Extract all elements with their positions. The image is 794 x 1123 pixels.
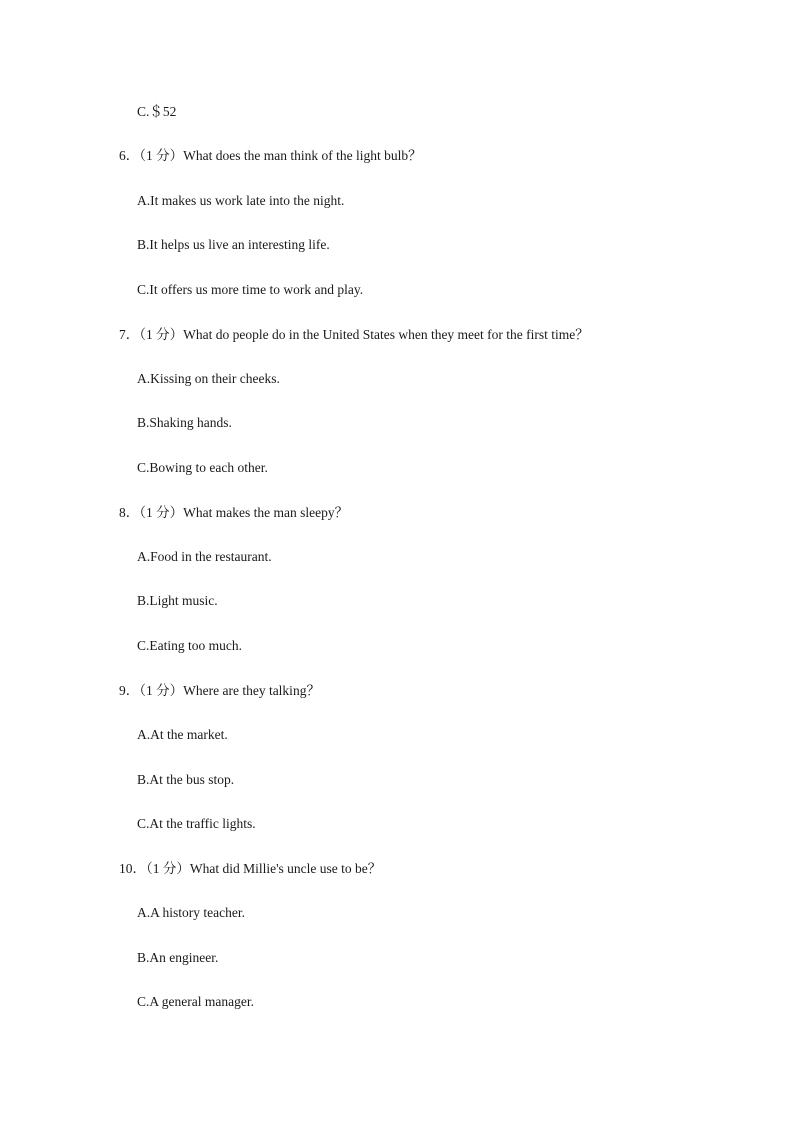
q6-option-b: B.It helps us live an interesting life.: [137, 237, 330, 252]
q6-option-c: C.It offers us more time to work and play.: [137, 282, 364, 297]
q10-option-b: B.An engineer.: [137, 950, 219, 965]
q6-option-a: A.It makes us work late into the night.: [137, 193, 345, 208]
q8-stem: 8．（1 分）What makes the man sleepy？: [119, 505, 349, 520]
q7-stem: 7．（1 分）What do people do in the United States when they meet for the first time？: [119, 327, 589, 342]
q9-stem: 9．（1 分）Where are they talking？: [119, 683, 320, 698]
q10-option-a: A.A history teacher.: [137, 905, 245, 920]
q8-option-a: A.Food in the restaurant.: [137, 549, 272, 564]
q10-option-c: C.A general manager.: [137, 994, 254, 1009]
q8-option-b: B.Light music.: [137, 593, 218, 608]
q9-option-a: A.At the market.: [137, 727, 228, 742]
q10-stem: 10．（1 分）What did Millie's uncle use to be？: [119, 861, 382, 876]
q8-option-c: C.Eating too much.: [137, 638, 242, 653]
q7-option-c: C.Bowing to each other.: [137, 460, 268, 475]
q7-option-b: B.Shaking hands.: [137, 415, 232, 430]
q5-option-c: C.＄52: [137, 104, 177, 119]
q7-option-a: A.Kissing on their cheeks.: [137, 371, 280, 386]
q9-option-b: B.At the bus stop.: [137, 772, 235, 787]
q9-option-c: C.At the traffic lights.: [137, 816, 256, 831]
q6-stem: 6．（1 分）What does the man think of the light bulb？: [119, 148, 422, 163]
